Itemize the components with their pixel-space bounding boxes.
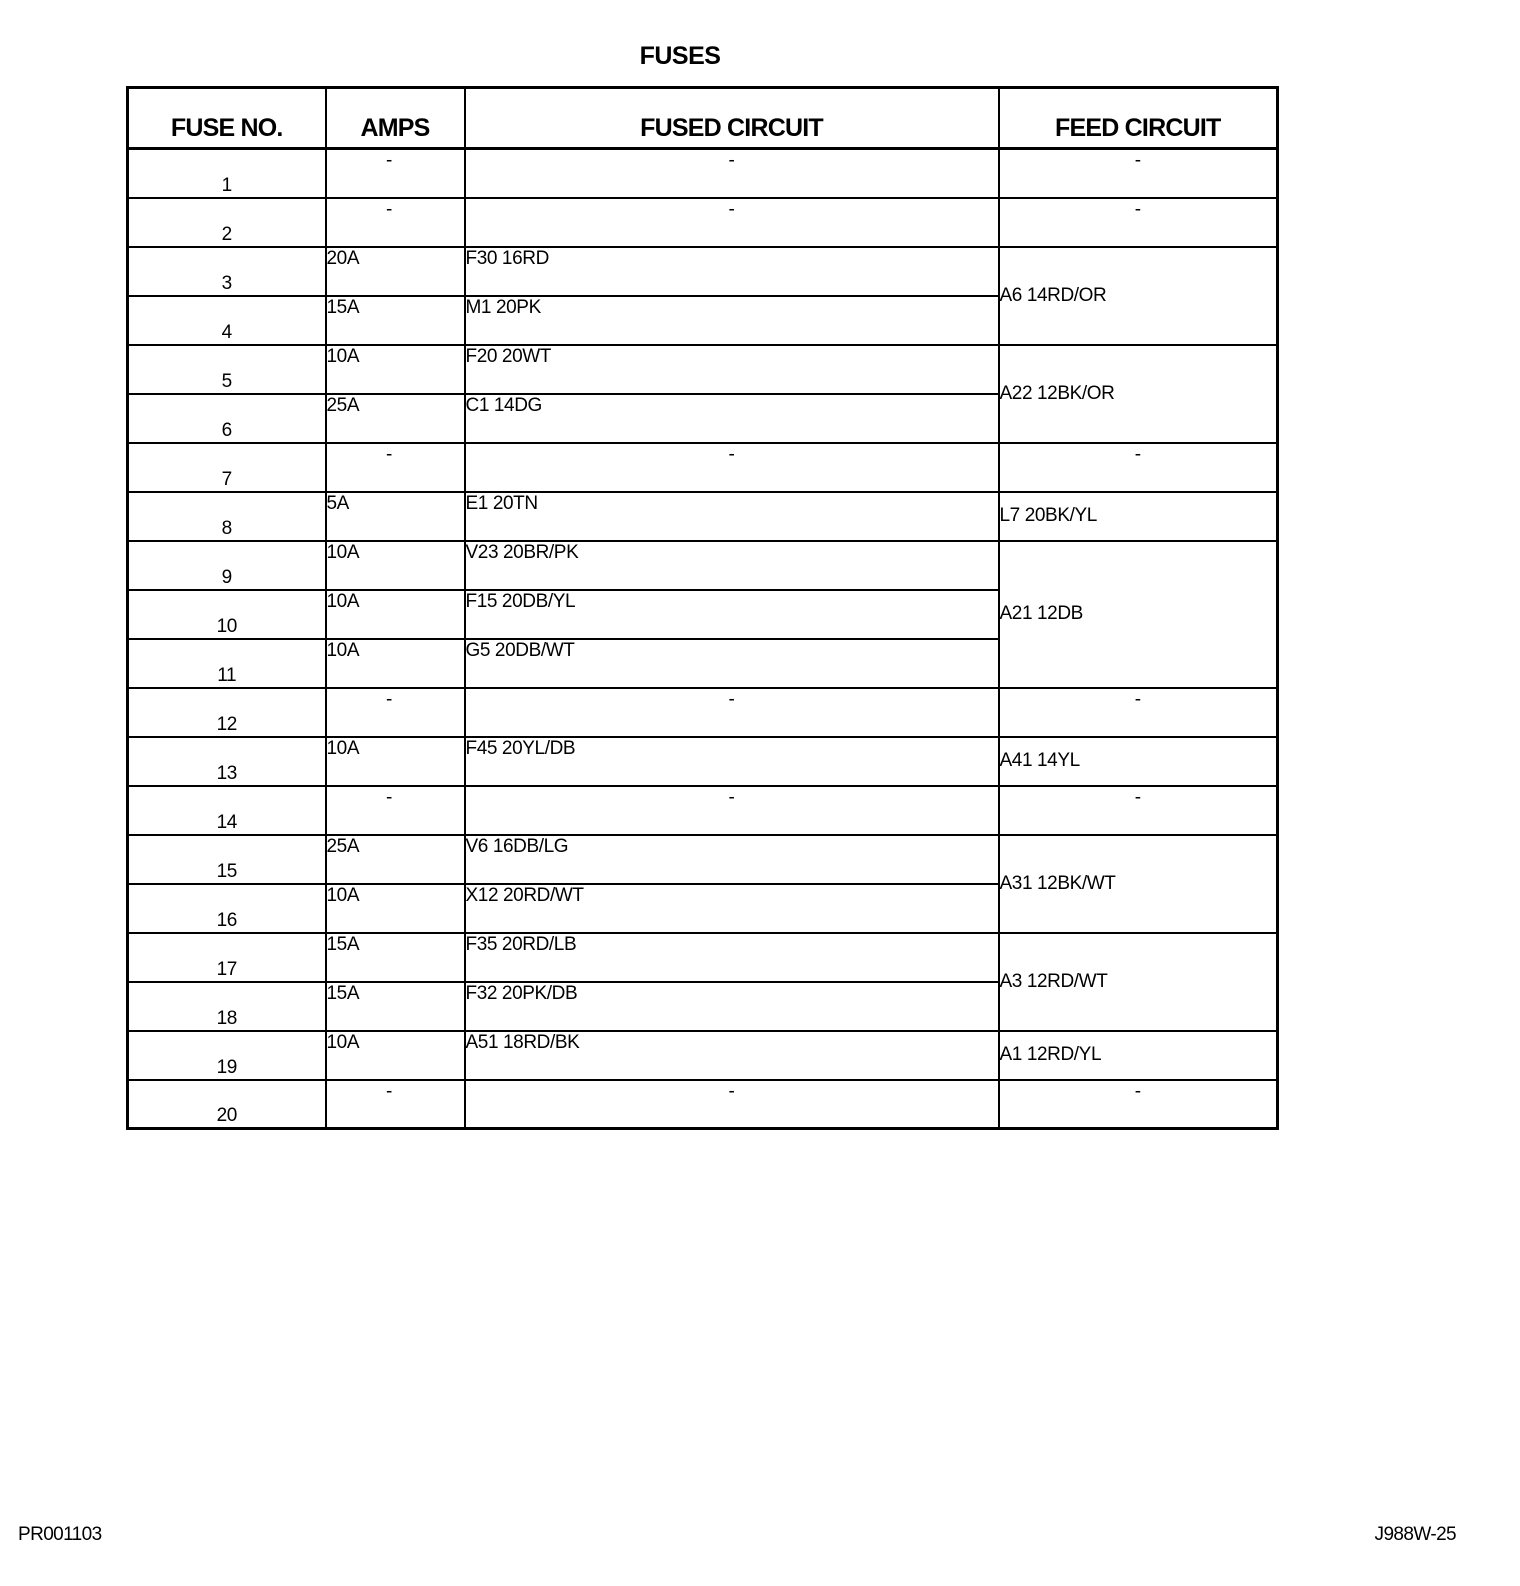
fused-circuit-cell: M1 20PK: [465, 296, 999, 345]
amps-cell: 10A: [326, 884, 465, 933]
fuse-number: 4: [128, 296, 326, 345]
feed-circuit-cell: -: [999, 149, 1278, 198]
feed-circuit-cell: A21 12DB: [999, 541, 1278, 688]
amps-cell: 15A: [326, 296, 465, 345]
fuse-number: 1: [128, 149, 326, 198]
fused-circuit-cell: -: [465, 149, 999, 198]
header-fuse-no: FUSE NO.: [128, 88, 326, 149]
feed-circuit-cell: -: [999, 198, 1278, 247]
header-fused-circuit: FUSED CIRCUIT: [465, 88, 999, 149]
fused-circuit-cell: C1 14DG: [465, 394, 999, 443]
fused-circuit-cell: E1 20TN: [465, 492, 999, 541]
fused-circuit-cell: F20 20WT: [465, 345, 999, 394]
table-row: [128, 1031, 1278, 1080]
fuse-number: 14: [128, 786, 326, 835]
table-row: [128, 835, 1278, 884]
fuse-number: 10: [128, 590, 326, 639]
amps-cell: -: [326, 688, 465, 737]
fuse-number: 15: [128, 835, 326, 884]
header-feed-circuit: FEED CIRCUIT: [999, 88, 1278, 149]
feed-circuit-cell: A41 14YL: [999, 737, 1278, 786]
table-row: [128, 149, 1278, 198]
fused-circuit-cell: A51 18RD/BK: [465, 1031, 999, 1080]
fused-circuit-cell: -: [465, 688, 999, 737]
fused-circuit-cell: F15 20DB/YL: [465, 590, 999, 639]
amps-cell: 15A: [326, 982, 465, 1031]
feed-circuit-cell: -: [999, 786, 1278, 835]
fused-circuit-cell: V6 16DB/LG: [465, 835, 999, 884]
fuse-number: 8: [128, 492, 326, 541]
table-row: [128, 443, 1278, 492]
fuse-number: 5: [128, 345, 326, 394]
figure-code-right: J988W-25: [1374, 1524, 1456, 1545]
feed-circuit-cell: A31 12BK/WT: [999, 835, 1278, 933]
fuse-number: 17: [128, 933, 326, 982]
fuse-number: 16: [128, 884, 326, 933]
fuse-number: 7: [128, 443, 326, 492]
feed-circuit-cell: -: [999, 1080, 1278, 1129]
fuse-table: [126, 86, 1279, 1130]
table-row: [128, 737, 1278, 786]
fuse-number: 2: [128, 198, 326, 247]
fused-circuit-cell: G5 20DB/WT: [465, 639, 999, 688]
fused-circuit-cell: F45 20YL/DB: [465, 737, 999, 786]
feed-circuit-cell: A6 14RD/OR: [999, 247, 1278, 345]
table-row: [128, 345, 1278, 394]
amps-cell: 15A: [326, 933, 465, 982]
fused-circuit-cell: F32 20PK/DB: [465, 982, 999, 1031]
header-amps: AMPS: [326, 88, 465, 149]
fused-circuit-cell: F35 20RD/LB: [465, 933, 999, 982]
feed-circuit-cell: -: [999, 688, 1278, 737]
fuse-number: 19: [128, 1031, 326, 1080]
amps-cell: 25A: [326, 835, 465, 884]
fused-circuit-cell: V23 20BR/PK: [465, 541, 999, 590]
amps-cell: -: [326, 1080, 465, 1129]
amps-cell: 10A: [326, 590, 465, 639]
amps-cell: 10A: [326, 345, 465, 394]
table-row: [128, 247, 1278, 296]
header-row: [128, 88, 1278, 149]
fuse-number: 6: [128, 394, 326, 443]
amps-cell: -: [326, 443, 465, 492]
table-row: [128, 492, 1278, 541]
amps-cell: 10A: [326, 639, 465, 688]
feed-circuit-cell: A3 12RD/WT: [999, 933, 1278, 1031]
fuse-number: 11: [128, 639, 326, 688]
amps-cell: 10A: [326, 1031, 465, 1080]
fused-circuit-cell: F30 16RD: [465, 247, 999, 296]
feed-circuit-cell: -: [999, 443, 1278, 492]
feed-circuit-cell: A22 12BK/OR: [999, 345, 1278, 443]
table-row: [128, 198, 1278, 247]
table-row: [128, 688, 1278, 737]
fuse-number: 3: [128, 247, 326, 296]
table-row: [128, 786, 1278, 835]
amps-cell: 25A: [326, 394, 465, 443]
fused-circuit-cell: X12 20RD/WT: [465, 884, 999, 933]
figure-code-left: PR001103: [18, 1524, 102, 1545]
feed-circuit-cell: L7 20BK/YL: [999, 492, 1278, 541]
amps-cell: -: [326, 198, 465, 247]
fused-circuit-cell: -: [465, 786, 999, 835]
fused-circuit-cell: -: [465, 1080, 999, 1129]
feed-circuit-cell: A1 12RD/YL: [999, 1031, 1278, 1080]
amps-cell: 10A: [326, 737, 465, 786]
table-row: [128, 1080, 1278, 1129]
fused-circuit-cell: -: [465, 443, 999, 492]
amps-cell: -: [326, 786, 465, 835]
fuse-number: 20: [128, 1080, 326, 1129]
page-title: FUSES: [639, 42, 721, 70]
table-row: [128, 933, 1278, 982]
fused-circuit-cell: -: [465, 198, 999, 247]
table-row: [128, 541, 1278, 590]
amps-cell: 10A: [326, 541, 465, 590]
fuse-number: 12: [128, 688, 326, 737]
fuse-number: 9: [128, 541, 326, 590]
amps-cell: 20A: [326, 247, 465, 296]
amps-cell: 5A: [326, 492, 465, 541]
amps-cell: -: [326, 149, 465, 198]
fuse-number: 18: [128, 982, 326, 1031]
fuse-number: 13: [128, 737, 326, 786]
